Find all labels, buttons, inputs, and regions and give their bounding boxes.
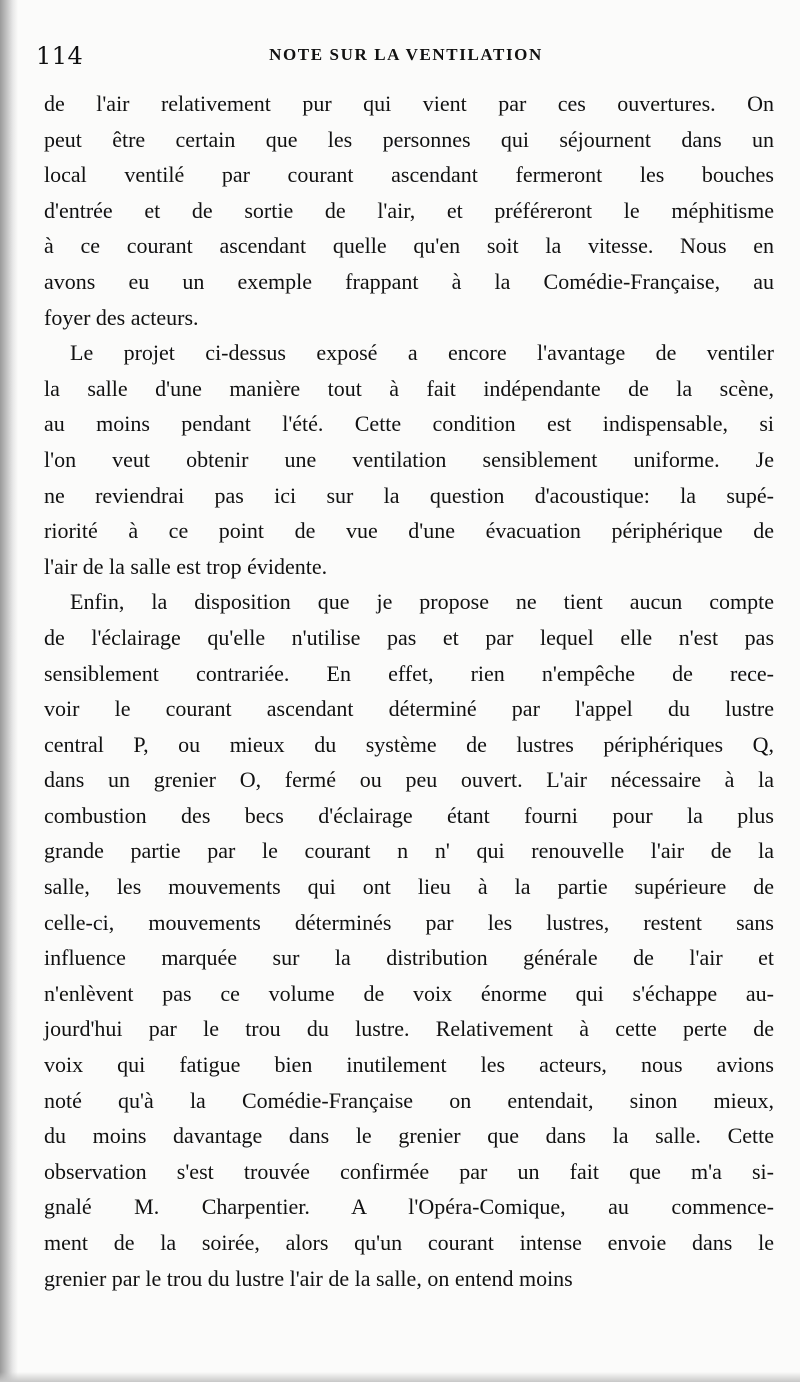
text-line: grande partie par le courant n n' qui renouvelle l'air de la	[44, 838, 774, 864]
text-line: central P, ou mieux du système de lustres périphériques Q,	[44, 731, 774, 757]
text-line: d'entrée et de sortie de l'air, et préféreront le méphitisme	[44, 197, 774, 223]
text-line: au moins pendant l'été. Cette condition est indispensable, si	[44, 411, 774, 437]
running-head: NOTE SUR LA VENTILATION	[269, 45, 543, 64]
text-line: ment de la soirée, alors qu'un courant intense envoie dans le	[44, 1230, 774, 1255]
text-line: Enfin, la disposition que je propose ne tient aucun compte	[70, 589, 774, 615]
text-line: influence marquée sur la distribution générale de l'air et	[44, 945, 774, 971]
binding-shadow	[0, 0, 18, 1382]
text-line: voix qui fatigue bien inutilement les acteurs, nous avions	[44, 1052, 774, 1078]
text-line: celle-ci, mouvements déterminés par les lustres, restent sans	[44, 909, 774, 935]
paragraph	[44, 86, 774, 335]
page-bottom-edge	[0, 1372, 800, 1382]
text-line: dans un grenier O, fermé ou peu ouvert. L'air nécessaire à la	[44, 767, 774, 793]
body-text	[44, 86, 774, 1296]
page-number: 114	[36, 42, 84, 70]
text-line: à ce courant ascendant quelle qu'en soit la vitesse. Nous en	[44, 233, 774, 259]
text-line: du moins davantage dans le grenier que dans la salle. Cette	[44, 1123, 774, 1149]
page-header	[36, 40, 776, 74]
text-line: combustion des becs d'éclairage étant fourni pour la plus	[44, 802, 774, 828]
text-line: jourd'hui par le trou du lustre. Relativement à cette perte de	[44, 1016, 774, 1042]
text-line: local ventilé par courant ascendant fermeront les bouches	[44, 162, 774, 188]
text-line: foyer des acteurs.	[44, 304, 199, 330]
text-line: voir le courant ascendant déterminé par l'appel du lustre	[44, 696, 774, 722]
text-line: ne reviendrai pas ici sur la question d'acoustique: la supé-	[44, 482, 774, 508]
text-line: l'air de la salle est trop évidente.	[44, 553, 328, 579]
text-line: gnalé M. Charpentier. A l'Opéra-Comique, au commence-	[44, 1194, 774, 1220]
text-line: peut être certain que les personnes qui séjournent dans un	[44, 126, 774, 152]
text-line: n'enlèvent pas ce volume de voix énorme qui s'échappe au-	[44, 980, 774, 1006]
text-line: Le projet ci-dessus exposé a encore l'avantage de ventiler	[70, 340, 774, 366]
paragraph	[44, 584, 774, 1296]
text-line: de l'éclairage qu'elle n'utilise pas et par lequel elle n'est pas	[44, 624, 774, 650]
text-line: noté qu'à la Comédie-Française on entendait, sinon mieux,	[44, 1087, 774, 1113]
text-line: sensiblement contrariée. En effet, rien n'empêche de rece-	[44, 660, 774, 686]
text-line: salle, les mouvements qui ont lieu à la partie supérieure de	[44, 874, 774, 900]
text-line: la salle d'une manière tout à fait indépendante de la scène,	[44, 375, 774, 401]
text-line: riorité à ce point de vue d'une évacuation périphérique de	[44, 518, 774, 544]
text-line: observation s'est trouvée confirmée par un fait que m'a si-	[44, 1158, 774, 1184]
text-line: de l'air relativement pur qui vient par ces ouvertures. On	[44, 91, 774, 116]
text-line: grenier par le trou du lustre l'air de la salle, on entend moins	[44, 1265, 573, 1291]
text-line: avons eu un exemple frappant à la Comédie-Française, au	[44, 268, 774, 294]
text-line: l'on veut obtenir une ventilation sensiblement uniforme. Je	[44, 446, 774, 472]
paragraph	[44, 335, 774, 584]
